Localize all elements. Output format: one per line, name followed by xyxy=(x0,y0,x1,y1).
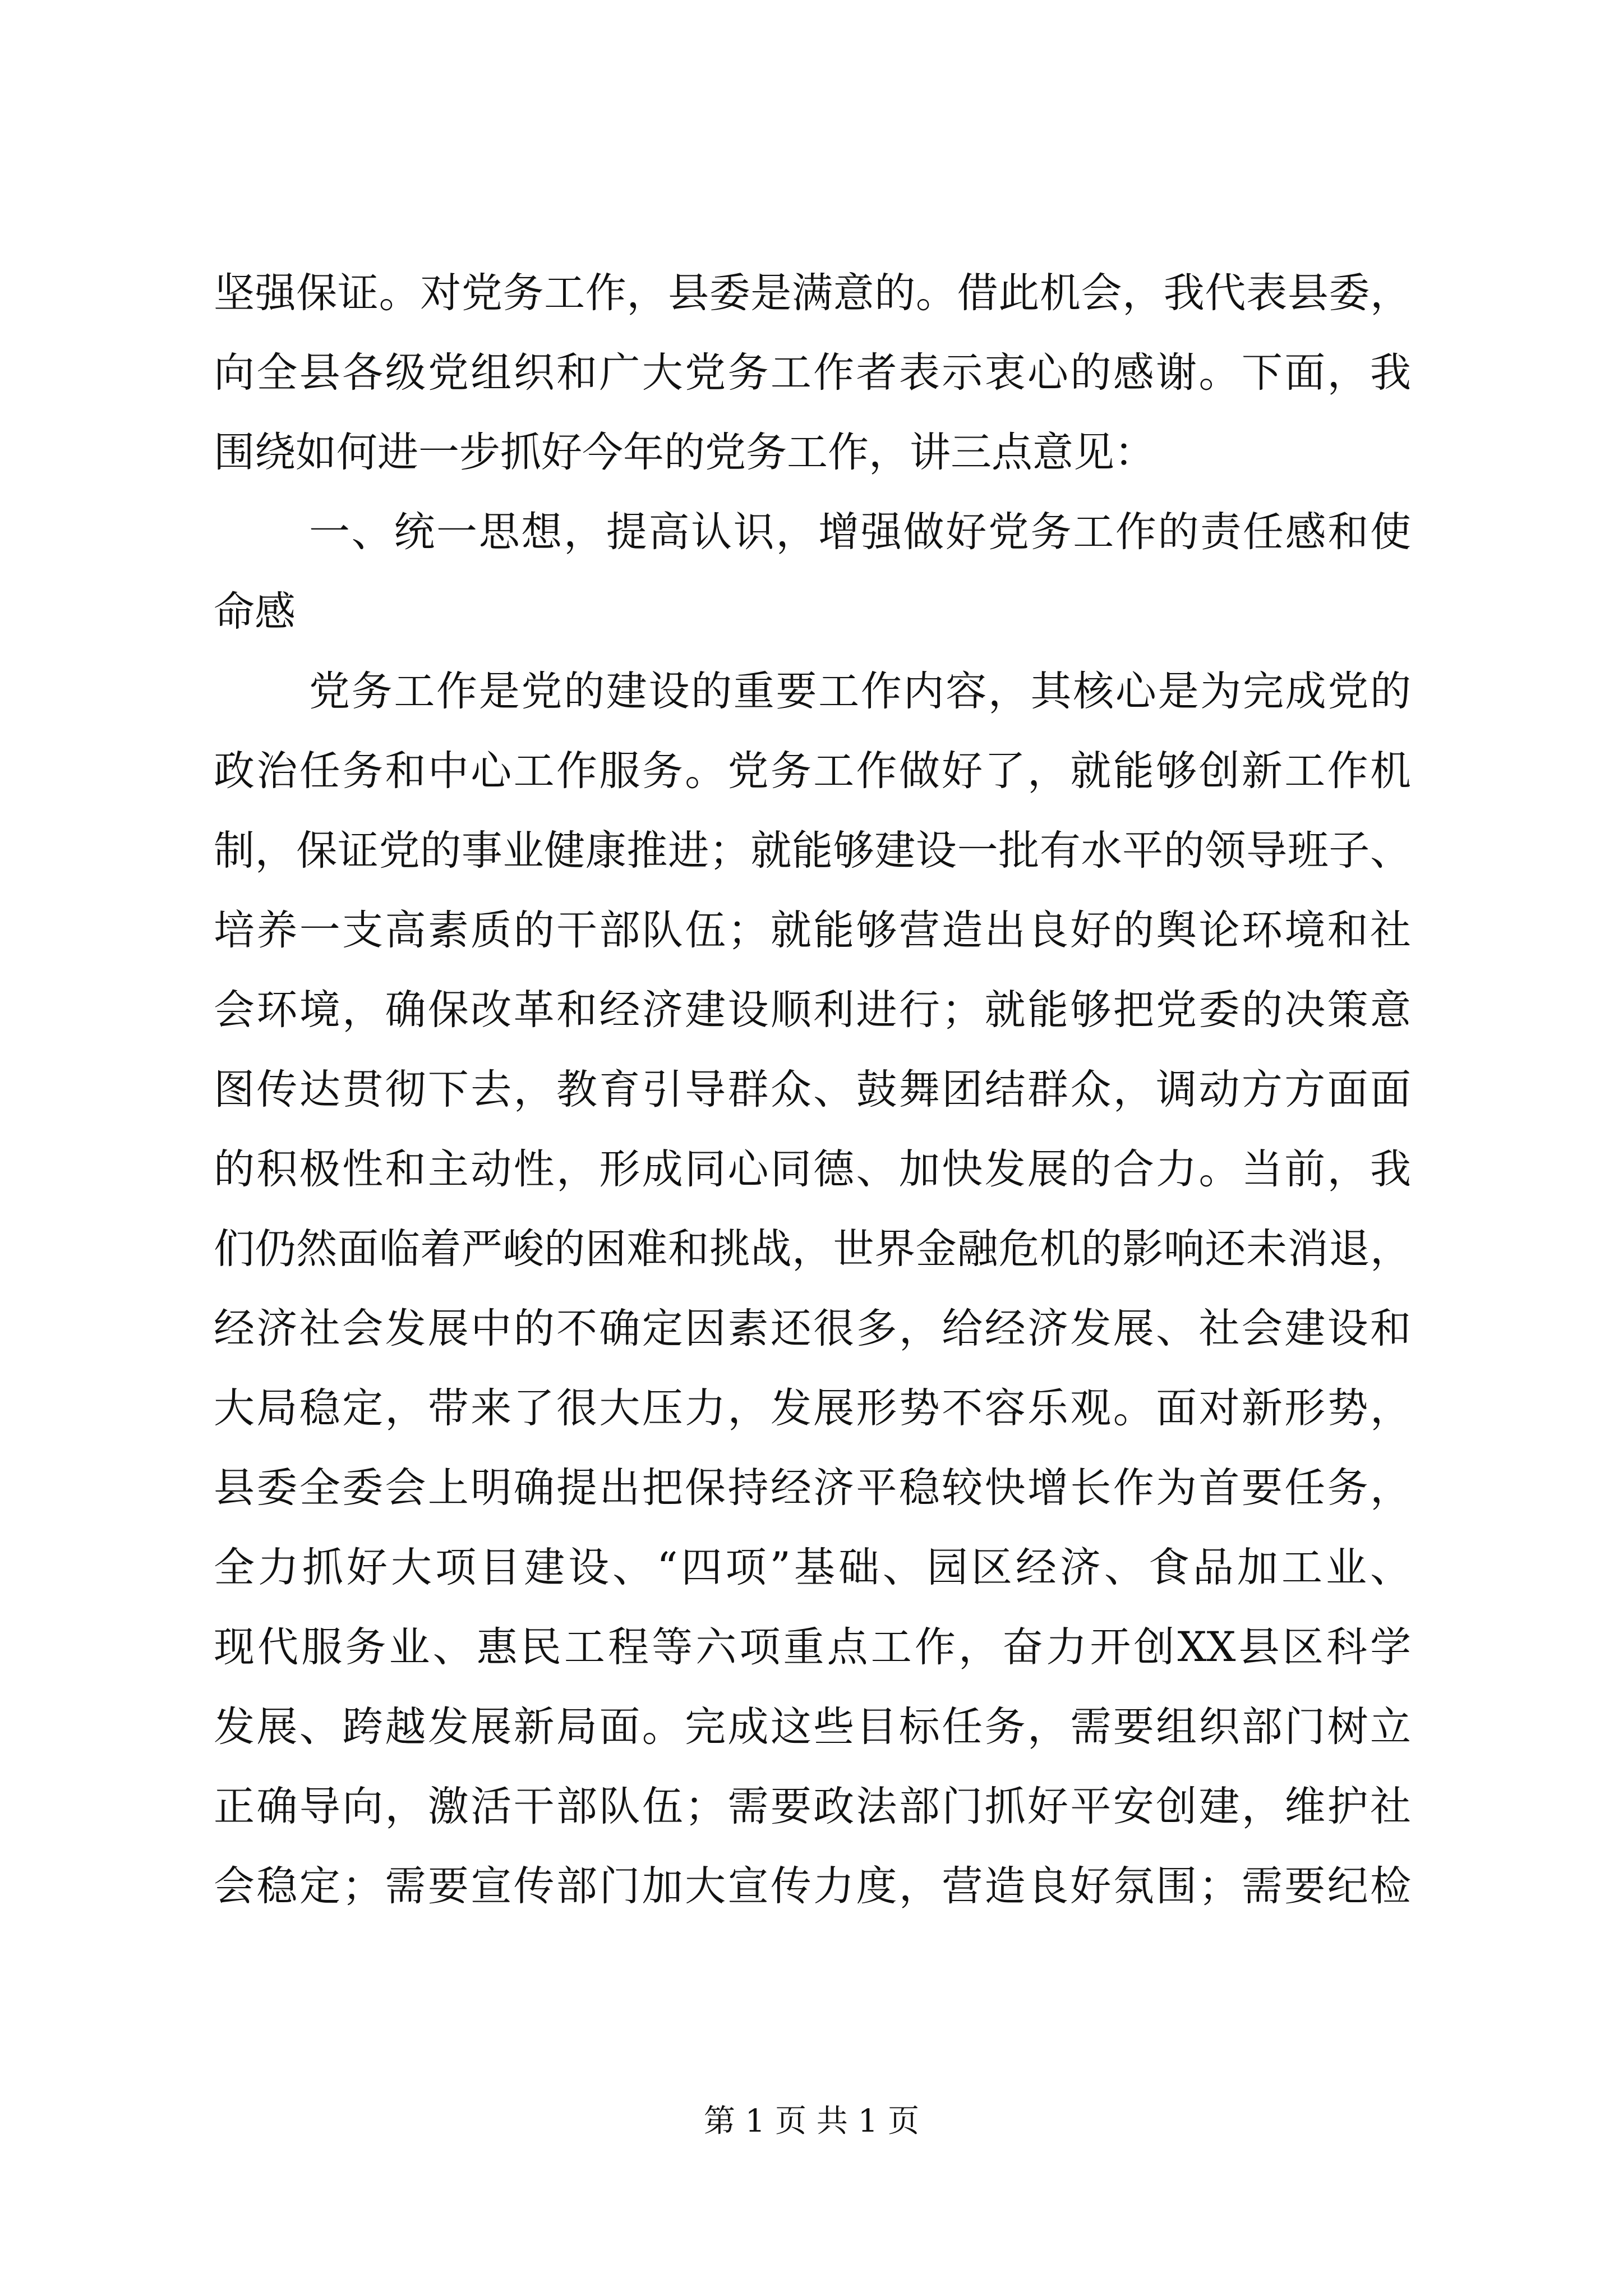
document-body xyxy=(214,254,1411,1926)
text-line: 围绕如何进一步抓好今年的党务工作，讲三点意见： xyxy=(214,429,1155,476)
text-line: 的积极性和主动性，形成同心同德、加快发展的合力。当前，我 xyxy=(214,1145,1411,1193)
text-line: 政治任务和中心工作服务。党务工作做好了，就能够创新工作机 xyxy=(214,747,1411,795)
text-line: 们仍然面临着严峻的困难和挑战，世界金融危机的影响还未消退， xyxy=(214,1225,1411,1273)
text-line: 培养一支高素质的干部队伍；就能够营造出良好的舆论环境和社 xyxy=(214,907,1411,954)
text-line: 坚强保证。对党务工作，县委是满意的。借此机会，我代表县委， xyxy=(214,269,1411,317)
text-line: 向全县各级党组织和广大党务工作者表示衷心的感谢。下面，我 xyxy=(214,349,1411,397)
text-line: 发展、跨越发展新局面。完成这些目标任务，需要组织部门树立 xyxy=(214,1703,1411,1751)
text-line: 现代服务业、惠民工程等六项重点工作，奋力开创XX县区科学 xyxy=(214,1623,1411,1671)
text-line: 会稳定；需要宣传部门加大宣传力度，营造良好氛围；需要纪检 xyxy=(214,1862,1411,1910)
page-footer: 第 1 页 共 1 页 xyxy=(703,2103,920,2139)
text-line: 一、统一思想，提高认识，增强做好党务工作的责任感和使 xyxy=(309,508,1411,556)
text-line: 大局稳定，带来了很大压力，发展形势不容乐观。面对新形势， xyxy=(214,1384,1411,1432)
text-line: 会环境，确保改革和经济建设顺利进行；就能够把党委的决策意 xyxy=(214,986,1411,1034)
text-line: 全力抓好大项目建设、“四项”基础、园区经济、食品加工业、 xyxy=(214,1544,1411,1591)
text-line: 正确导向，激活干部队伍；需要政法部门抓好平安创建，维护社 xyxy=(214,1783,1411,1830)
text-line: 县委全委会上明确提出把保持经济平稳较快增长作为首要任务， xyxy=(214,1464,1411,1512)
text-line: 命感 xyxy=(214,588,296,636)
text-line: 党务工作是党的建设的重要工作内容，其核心是为完成党的 xyxy=(309,668,1411,715)
text-line: 经济社会发展中的不确定因素还很多，给经济发展、社会建设和 xyxy=(214,1305,1411,1352)
text-line: 图传达贯彻下去，教育引导群众、鼓舞团结群众，调动方方面面 xyxy=(214,1066,1411,1114)
text-line: 制，保证党的事业健康推进；就能够建设一批有水平的领导班子、 xyxy=(214,827,1411,875)
